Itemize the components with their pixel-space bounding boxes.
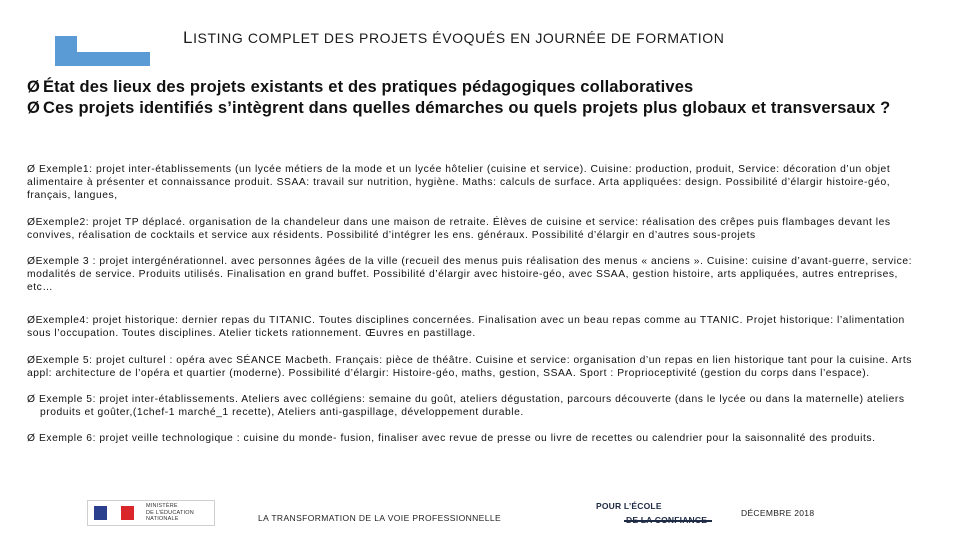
example-item (27, 216, 927, 242)
ministry-line: NATIONALE (146, 516, 179, 522)
example-text: Exemple 5: projet culturel : opéra avec SÉANCE Macbeth. Français: pièce de théâtre. Cuisine et service: organisation d’un repas en lien historique tant pour la cuisine. Arts appl: architecture de l’opéra et quartier (moderne). Possibilité d’élargir: Histoire-géo, maths, gestion, SSAA. Sport : Proprioceptivité (gestion du corps dans l’espace). (27, 355, 912, 379)
example-text: Exemple 3 : projet intergénérationnel. avec personnes âgées de la ville (recueil des menus puis réalisation des menus « anciens ». Cuisine: cuisine d’avant-guerre, service: modalités de service. Produits utilisés. Finalisation en grand buffet. Possibilité d’élargir avec histoire-géo, avec SSAA, gestion histoire, arts appliquées, autres entreprises, etc… (27, 256, 913, 293)
question-text: État des lieux des projets existants et des pratiques pédagogiques collaboratives (43, 78, 694, 96)
title-rest: ISTING COMPLET DES PROJETS ÉVOQUÉS EN JOURNÉE DE FORMATION (193, 30, 725, 46)
page-title (183, 28, 724, 48)
ministry-line: MINISTÈRE (146, 503, 178, 509)
example-text: Exemple4: projet historique: dernier repas du TITANIC. Toutes disciplines concernées. Finalisation avec un beau repas comme au TTANIC. Projet historique: l’alimentation sous l’occupation. Toutes disciplines. Atelier tickets rationnement. Œuvres en pastillage. (27, 315, 905, 339)
example-item (27, 432, 927, 445)
footer-caption: LA TRANSFORMATION DE LA VOIE PROFESSIONNELLE (258, 513, 502, 523)
arrow-bullet-icon: Ø (27, 433, 36, 444)
question-item (27, 77, 927, 98)
question-text: Ces projets identifiés s’intègrent dans quelles démarches ou quels projets plus globaux et transversaux ? (43, 99, 891, 117)
arrow-bullet-icon: Ø (27, 78, 40, 96)
arrow-bullet-icon: Ø (27, 217, 36, 228)
logo-bar-horizontal (55, 52, 150, 66)
arrow-bullet-icon: Ø (27, 164, 36, 175)
flag-stripe-red (121, 506, 134, 520)
flag-stripe-white (107, 506, 120, 520)
example-item (27, 314, 927, 340)
ministry-name (146, 503, 194, 523)
questions-list (27, 77, 927, 119)
question-item (27, 98, 927, 119)
example-text: Exemple 5: projet inter-établissements. Ateliers avec collégiens: semaine du goût, ateliers dégustation, parcours découverte (dans le lycée ou dans la maternelle) ateliers produits et goûter,(1chef-1 marché_1 recette), Ateliers anti-gaspillage, développement durable. (35, 394, 905, 418)
arrow-bullet-icon: Ø (27, 99, 40, 117)
confiance-underline (624, 520, 712, 522)
examples-list (27, 163, 927, 445)
confiance-line-1: POUR L’ÉCOLE (596, 501, 662, 511)
example-text: Exemple1: projet inter-établissements (un lycée métiers de la mode et un lycée hôtelier (cuisine et service). Cuisine: production, produit, Service: décoration d’un objet alimentaire à présenter et connaissance produit. SSAA: travail sur nutrition, hygiène. Maths: calculs de surface. Arta appliquées: design. Possibilité d’élargir histoire-géo, français, langues, (27, 164, 891, 201)
ministry-line: DE L’ÉDUCATION (146, 509, 194, 516)
example-text: Exemple 6: projet veille technologique : cuisine du monde- fusion, finaliser avec revue de presse ou livre de recettes ou calendrier pour la saisonnalité des produits. (35, 433, 876, 444)
flag-stripe-blue (94, 506, 107, 520)
example-item (27, 255, 927, 294)
example-text: Exemple2: projet TP déplacé. organisation de la chandeleur dans une maison de retraite. Élèves de cuisine et service: réalisation des crêpes puis flambages devant les convives, réalisation de cocktails et service aux résidents. Possibilité d’intégrer les ens. généraux. Possibilité d’élargir en d’autres sous-projets (27, 217, 891, 241)
arrow-bullet-icon: Ø (27, 355, 36, 366)
confiance-logo (596, 501, 707, 525)
example-item (27, 354, 927, 380)
title-initial: L (183, 28, 194, 47)
arrow-bullet-icon: Ø (27, 394, 36, 405)
example-item (27, 163, 927, 202)
footer-date: DÉCEMBRE 2018 (741, 508, 815, 518)
ministry-logo (87, 500, 215, 526)
french-flag-icon (94, 506, 134, 520)
example-item (27, 393, 927, 419)
arrow-bullet-icon: Ø (27, 256, 36, 267)
arrow-bullet-icon: Ø (27, 315, 36, 326)
